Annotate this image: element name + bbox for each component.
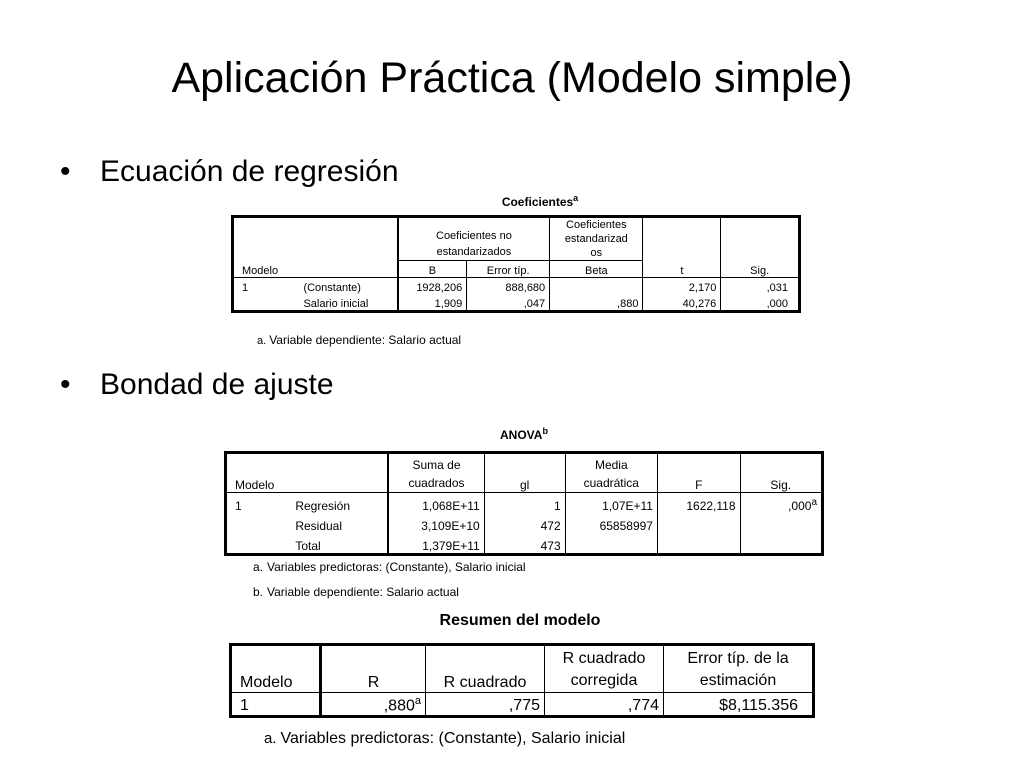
footnote-mark: a.	[253, 560, 264, 574]
cell-model: 1	[235, 499, 242, 513]
header-gl: gl	[484, 453, 565, 493]
cell-beta: ,880	[550, 294, 643, 312]
header-r: R	[321, 645, 426, 693]
bullet-marker: •	[60, 368, 71, 401]
header-r2-corregida: R cuadrado corregida	[545, 645, 664, 693]
anova-title-mark: b	[542, 426, 548, 436]
cell-sig: ,000	[766, 298, 788, 310]
cell-f: 1622,118	[657, 493, 740, 514]
cell-error: ,047	[467, 294, 550, 312]
cell-error-estimacion: $8,115.356	[719, 697, 798, 714]
table-header-row	[231, 645, 814, 693]
cell-suma: 1,379E+11	[388, 533, 484, 555]
cell-gl: 472	[484, 513, 565, 533]
cell-suma: 1,068E+11	[388, 493, 484, 514]
bullet-regression-equation	[60, 154, 399, 190]
cell-var: Salario inicial	[299, 294, 397, 312]
table-row	[233, 278, 800, 295]
cell-model: 1	[242, 282, 249, 294]
cell-t: 2,170	[643, 278, 721, 295]
header-std-group: Coeficientes estandarizad os	[550, 217, 643, 261]
footnote-mark: b.	[253, 585, 264, 599]
cell-source: Regresión	[291, 493, 388, 514]
table-row	[226, 513, 823, 533]
header-f: F	[657, 453, 740, 493]
coeficientes-footnote	[257, 333, 461, 347]
coeficientes-title	[440, 193, 640, 209]
bullet-marker: •	[60, 155, 71, 188]
cell-source: Residual	[291, 513, 388, 533]
table-header-row	[233, 217, 800, 261]
footnote-text: Variable dependiente: Salario actual	[267, 585, 459, 599]
resumen-table	[229, 643, 815, 718]
header-b: B	[398, 261, 467, 278]
header-modelo: Modelo	[226, 453, 389, 493]
cell-media: 65858997	[565, 513, 657, 533]
header-r2: R cuadrado	[426, 645, 545, 693]
cell-t: 40,276	[643, 294, 721, 312]
header-modelo: Modelo	[233, 261, 398, 278]
bullet-text: Bondad de ajuste	[100, 368, 334, 401]
anova-footnote-b	[253, 585, 459, 599]
footnote-text: Variables predictoras: (Constante), Salario inicial	[280, 730, 626, 747]
cell-gl: 1	[484, 493, 565, 514]
table-row	[231, 693, 814, 717]
resumen-title: Resumen del modelo	[439, 612, 601, 629]
cell-f	[657, 533, 740, 555]
coeficientes-title-text: Coeficientes	[501, 195, 574, 209]
cell-model: 1	[231, 693, 321, 717]
footnote-mark: a.	[264, 730, 277, 747]
footnote-mark: a.	[257, 335, 267, 347]
cell-r2-corregida: ,774	[545, 693, 664, 717]
cell-source: Total	[291, 533, 388, 555]
header-empty	[233, 217, 398, 261]
footnote-text: Variables predictoras: (Constante), Salario inicial	[267, 560, 526, 574]
slide-title: Aplicación Práctica (Modelo simple)	[171, 54, 853, 102]
header-media: Media cuadrática	[565, 453, 657, 493]
footnote-text: Variable dependiente: Salario actual	[269, 333, 462, 347]
cell-sig: ,000$^a$	[788, 497, 817, 513]
cell-sig: ,031	[766, 282, 788, 294]
table-row	[233, 294, 800, 312]
coeficientes-table	[231, 215, 801, 313]
bullet-goodness-of-fit	[60, 367, 334, 403]
cell-gl: 473	[484, 533, 565, 555]
cell-sig-mark: a	[811, 497, 817, 508]
cell-beta	[550, 278, 643, 295]
anova-title-text: ANOVA	[500, 428, 543, 442]
table-header-row	[226, 453, 823, 493]
header-modelo: Modelo	[231, 645, 321, 693]
cell-b: 1,909	[398, 294, 467, 312]
anova-title	[424, 426, 624, 442]
cell-suma: 3,109E+10	[388, 513, 484, 533]
bullet-text: Ecuación de regresión	[100, 155, 399, 188]
cell-sig	[740, 513, 822, 533]
cell-model	[226, 533, 292, 555]
header-error-estimacion: Error típ. de la estimación	[664, 645, 814, 693]
cell-error: 888,680	[467, 278, 550, 295]
header-sig: Sig.	[740, 453, 822, 493]
table-row	[226, 533, 823, 555]
header-sig: Sig.	[721, 217, 800, 278]
cell-media: 1,07E+11	[565, 493, 657, 514]
header-suma: Suma de cuadrados	[388, 453, 484, 493]
cell-r: ,880$^a$	[321, 693, 426, 717]
cell-model	[233, 294, 300, 312]
header-t: t	[643, 217, 721, 278]
resumen-footnote	[264, 730, 625, 748]
cell-sig	[740, 533, 822, 555]
cell-r2: ,775	[426, 693, 545, 717]
cell-f	[657, 513, 740, 533]
header-beta: Beta	[550, 261, 643, 278]
cell-model	[226, 513, 292, 533]
cell-b: 1928,206	[398, 278, 467, 295]
header-no-std-group: Coeficientes no estandarizados	[398, 217, 550, 261]
cell-var: (Constante)	[299, 278, 397, 295]
cell-r-mark: a	[414, 694, 421, 707]
coeficientes-title-mark: a	[573, 193, 579, 203]
table-row	[226, 493, 823, 514]
header-error: Error típ.	[467, 261, 550, 278]
anova-footnote-a	[253, 560, 526, 574]
anova-table	[224, 451, 824, 556]
cell-media	[565, 533, 657, 555]
